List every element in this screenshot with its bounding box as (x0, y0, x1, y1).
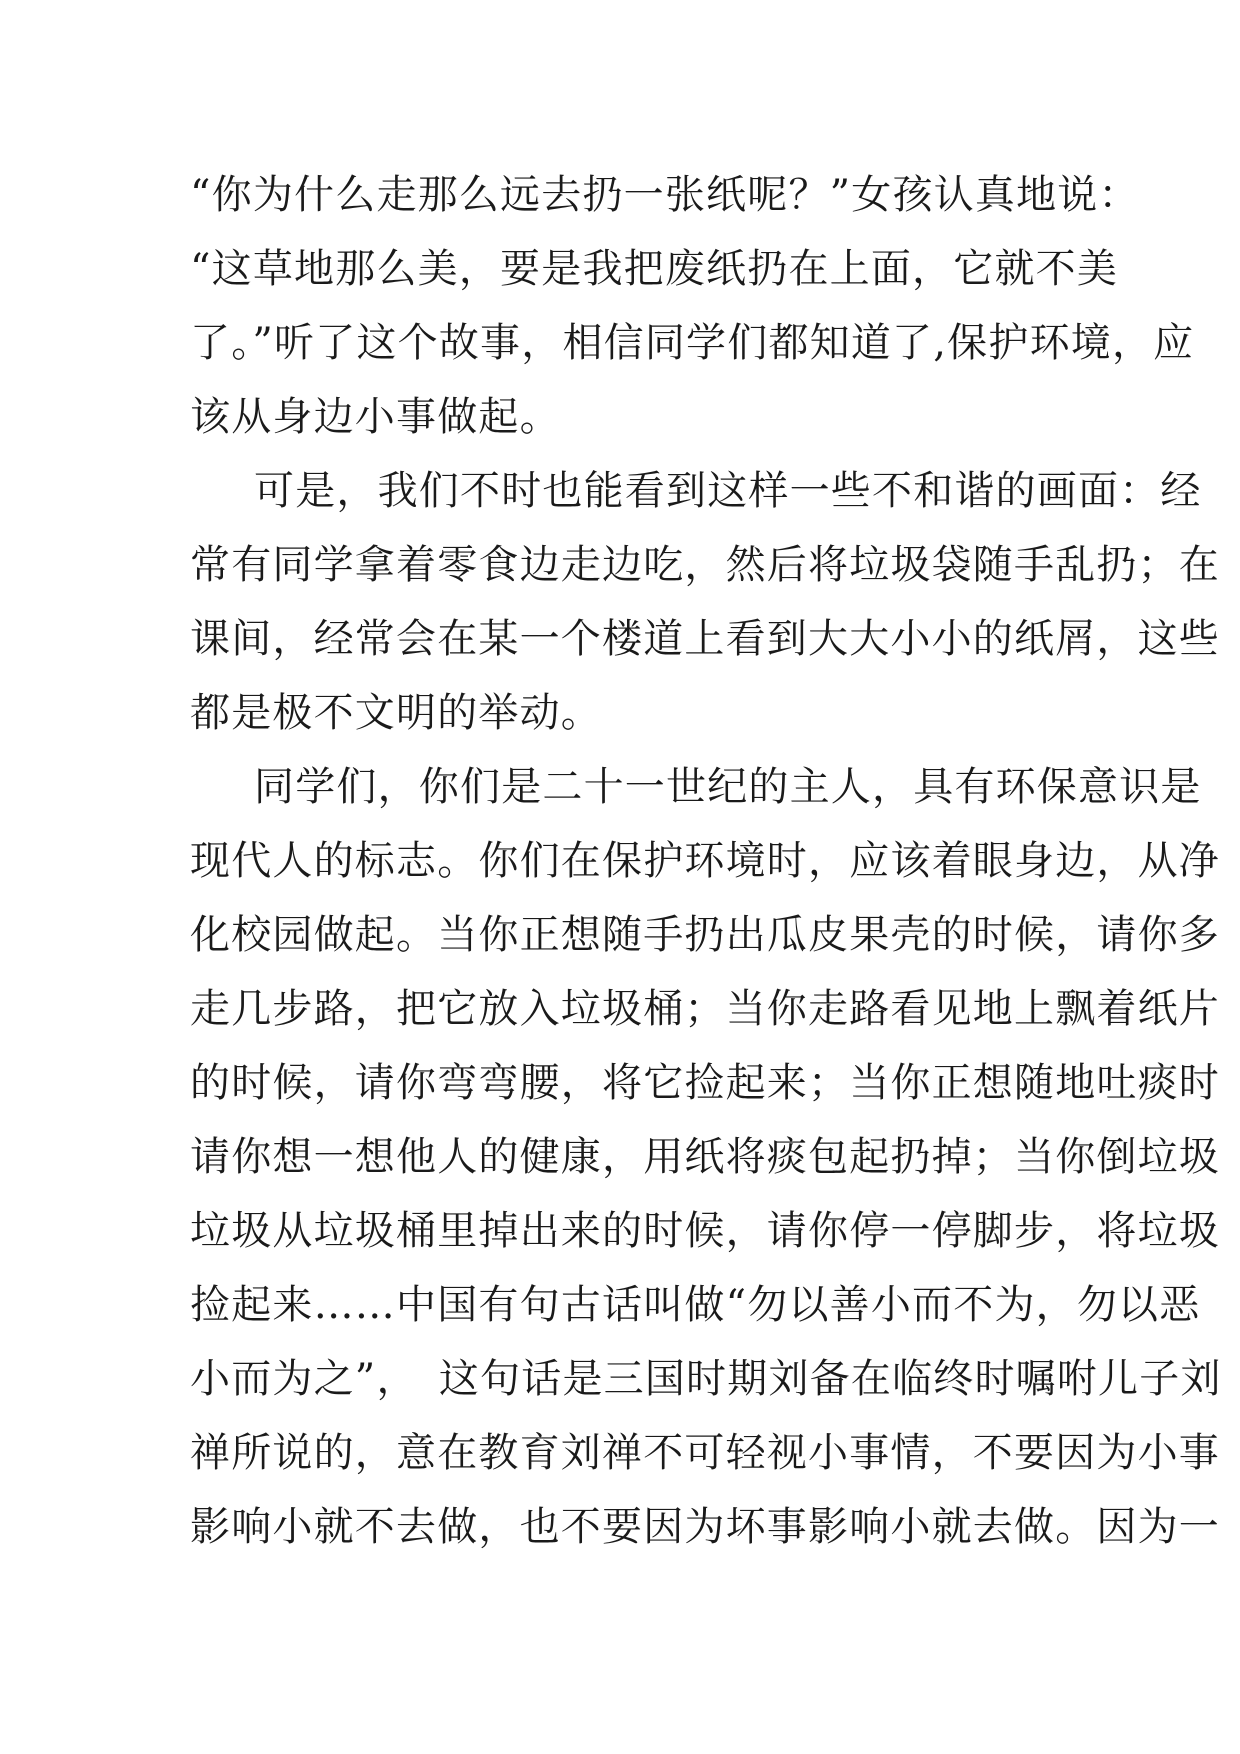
paragraph-start-line: 同学们，你们是二十一世纪的主人，具有环保意识是 (254, 764, 1202, 810)
text-line: 禅所说的，意在教育刘禅不可轻视小事情，不要因为小事 (190, 1430, 1220, 1476)
body-text (190, 158, 1222, 1564)
text-line: 请你想一想他人的健康，用纸将痰包起扔掉；当你倒垃圾 (190, 1134, 1220, 1180)
text-line: 捡起来……中国有句古话叫做“勿以善小而不为，勿以恶 (190, 1282, 1201, 1328)
text-line: 化校园做起。当你正想随手扔出瓜皮果壳的时候，请你多 (190, 912, 1220, 958)
text-line: 现代人的标志。你们在保护环境时，应该着眼身边，从净 (190, 838, 1220, 884)
text-line: 垃圾从垃圾桶里掉出来的时候，请你停一停脚步，将垃圾 (190, 1208, 1220, 1254)
text-line: 课间，经常会在某一个楼道上看到大大小小的纸屑，这些 (190, 616, 1220, 662)
text-line: 该从身边小事做起。 (190, 394, 561, 440)
text-line: 常有同学拿着零食边走边吃，然后将垃圾袋随手乱扔；在 (190, 542, 1220, 588)
text-line: 影响小就不去做，也不要因为坏事影响小就去做。因为一 (190, 1504, 1220, 1550)
text-line: 都是极不文明的举动。 (190, 690, 602, 736)
text-line: “你为什么走那么远去扔一张纸呢？”女孩认真地说： (190, 172, 1140, 218)
text-line: 了。”听了这个故事，相信同学们都知道了,保护环境，应 (190, 320, 1195, 366)
text-line: 小而为之”， 这句话是三国时期刘备在临终时嘱咐儿子刘 (190, 1356, 1222, 1402)
text-line: 的时候，请你弯弯腰，将它捡起来；当你正想随地吐痰时 (190, 1060, 1220, 1106)
text-line: “这草地那么美，要是我把废纸扔在上面，它就不美 (190, 246, 1119, 292)
paragraph-start-line: 可是，我们不时也能看到这样一些不和谐的画面：经 (254, 468, 1202, 514)
text-line: 走几步路，把它放入垃圾桶；当你走路看见地上飘着纸片 (190, 986, 1220, 1032)
